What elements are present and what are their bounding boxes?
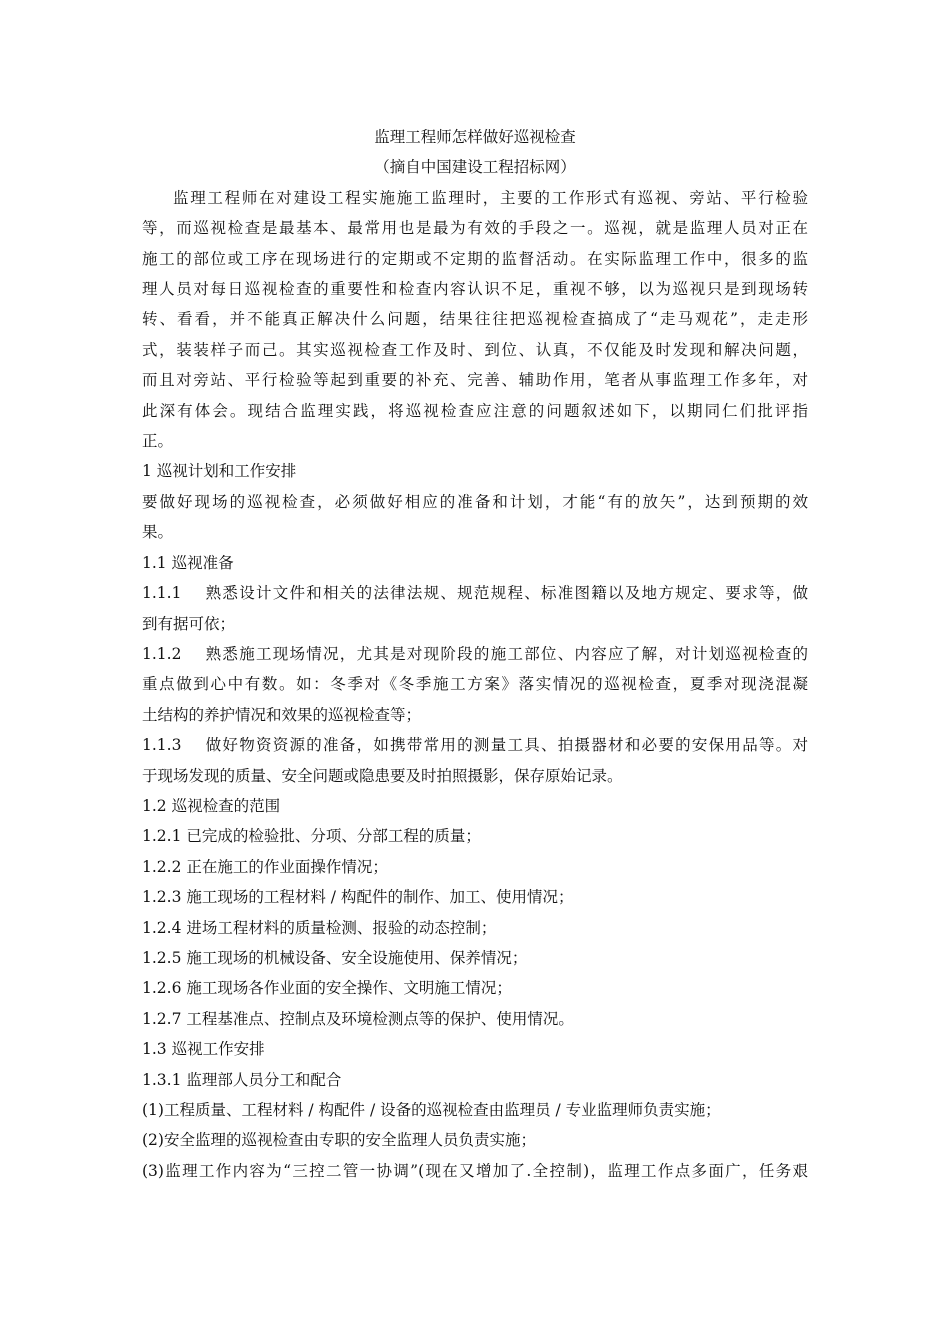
list-item: (2)安全监理的巡视检查由专职的安全监理人员负责实施； bbox=[142, 1131, 536, 1150]
paragraph-line: 要做好现场的巡视检查，必须做好相应的准备和计划，才能“有的放矢”，达到预期的效 bbox=[142, 492, 808, 511]
list-item: 1.2.2 正在施工的作业面操作情况； bbox=[142, 857, 388, 876]
subsection-heading: 1.3 巡视工作安排 bbox=[142, 1040, 265, 1059]
paragraph-line: 正。 bbox=[142, 432, 174, 451]
paragraph-line: 式，装装样子而己。其实巡视检查工作及时、到位、认真，不仅能及时发现和解决问题， bbox=[142, 340, 808, 359]
paragraph-line: 果。 bbox=[142, 523, 174, 542]
document-source: （摘自中国建设工程招标网） bbox=[374, 158, 576, 177]
paragraph-line: 施工的部位或工序在现场进行的定期或不定期的监督活动。在实际监理工作中，很多的监 bbox=[142, 249, 808, 268]
list-item-continuation: 到有据可依； bbox=[142, 614, 236, 633]
list-item: 1.2.5 施工现场的机械设备、安全设施使用、保养情况； bbox=[142, 948, 528, 967]
list-item: (1)工程质量、工程材料 / 构配件 / 设备的巡视检查由监理员 / 专业监理师负责实施； bbox=[142, 1101, 721, 1119]
section-heading: 1 巡视计划和工作安排 bbox=[142, 462, 297, 481]
list-item: 1.2.1 已完成的检验批、分项、分部工程的质量； bbox=[142, 827, 481, 846]
document-title: 监理工程师怎样做好巡视检查 bbox=[374, 128, 576, 146]
paragraph-line: 监理工程师在对建设工程实施施工监理时，主要的工作形式有巡视、旁站、平行检验 bbox=[173, 188, 808, 207]
list-item: 1.1.2 熟悉施工现场情况，尤其是对现阶段的施工部位、内容应了解，对计划巡视检查的 bbox=[142, 644, 808, 663]
subsection-heading: 1.2 巡视检查的范围 bbox=[142, 796, 281, 815]
list-item: 1.1.1 熟悉设计文件和相关的法律法规、规范规程、标准图籍以及地方规定、要求等，做 bbox=[142, 584, 808, 603]
list-item-continuation: 重点做到心中有数。如：冬季对《冬季施工方案》落实情况的巡视检查，夏季对现浇混凝 bbox=[142, 675, 808, 694]
list-item: (3)监理工作内容为“三控二管一协调”(现在又增加了.全控制)，监理工作点多面广，任务艰 bbox=[142, 1161, 808, 1180]
list-item: 1.2.4 进场工程材料的质量检测、报验的动态控制； bbox=[142, 918, 497, 937]
subsection-heading: 1.1 巡视准备 bbox=[142, 553, 234, 572]
sub-subsection-heading: 1.3.1 监理部人员分工和配合 bbox=[142, 1070, 342, 1089]
list-item: 1.2.6 施工现场各作业面的安全操作、文明施工情况； bbox=[142, 979, 512, 998]
list-item: 1.2.7 工程基准点、控制点及环境检测点等的保护、使用情况。 bbox=[142, 1009, 574, 1028]
paragraph-line: 此深有体会。现结合监理实践，将巡视检查应注意的问题叙述如下，以期同仁们批评指 bbox=[142, 401, 808, 420]
paragraph-line: 转、看看，并不能真正解决什么问题，结果往往把巡视检查搞成了“走马观花”，走走形 bbox=[142, 310, 808, 329]
list-item: 1.1.3 做好物资资源的准备，如携带常用的测量工具、拍摄器材和必要的安保用品等。对 bbox=[142, 736, 808, 755]
list-item-continuation: 土结构的养护情况和效果的巡视检查等； bbox=[142, 705, 422, 724]
list-item-continuation: 于现场发现的质量、安全问题或隐患要及时拍照摄影，保存原始记录。 bbox=[142, 766, 623, 785]
paragraph-line: 理人员对每日巡视检查的重要性和检查内容认识不足，重视不够，以为巡视只是到现场转 bbox=[142, 280, 808, 299]
paragraph-line: 而且对旁站、平行检验等起到重要的补充、完善、辅助作用，笔者从事监理工作多年，对 bbox=[142, 371, 808, 390]
paragraph-line: 等，而巡视检查是最基本、最常用也是最为有效的手段之一。巡视，就是监理人员对正在 bbox=[142, 219, 808, 238]
list-item: 1.2.3 施工现场的工程材料 / 构配件的制作、加工、使用情况； bbox=[142, 888, 574, 907]
document-body bbox=[142, 122, 808, 1186]
